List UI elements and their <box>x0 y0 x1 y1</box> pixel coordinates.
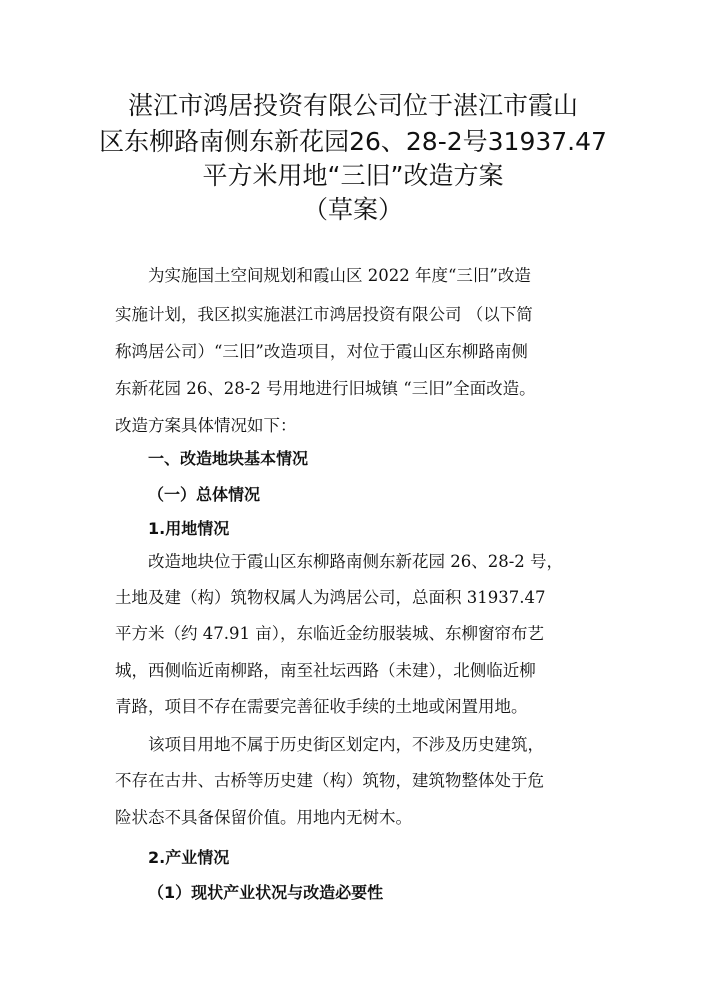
para2-line-2: 不存在古井、古桥等历史建（构）筑物，建筑物整体处于危 <box>115 771 544 790</box>
document-title-line-3: 平方米用地“三旧”改造方案 <box>202 161 504 190</box>
para1-line-2: 土地及建（构）筑物权属人为鸿居公司，总面积 31937.47 <box>115 588 546 607</box>
intro-line-2: 实施计划，我区拟实施湛江市鸿居投资有限公司 （以下简 <box>115 305 533 324</box>
document-title-draft-label: （草案） <box>302 195 403 224</box>
section-heading-5: （1）现状产业状况与改造必要性 <box>148 883 384 902</box>
para2-line-1: 该项目用地不属于历史街区划定内，不涉及历史建筑， <box>148 735 544 754</box>
document-title-line-1: 湛江市鸿居投资有限公司位于湛江市霞山 <box>127 91 578 120</box>
section-heading-1: 一、改造地块基本情况 <box>148 449 309 468</box>
para1-line-4: 城，西侧临近南柳路，南至社坛西路（未建），北侧临近柳 <box>115 661 536 680</box>
intro-line-4: 东新花园 26、28-2 号用地进行旧城镇 “三旧”全面改造。 <box>115 379 536 398</box>
document-title-line-2: 区东柳路南侧东新花园26、28-2号31937.47 <box>99 127 607 156</box>
section-heading-4: 2.产业情况 <box>148 848 230 867</box>
intro-line-3: 称鸿居公司）“三旧”改造项目，对位于霞山区东柳路南侧 <box>115 342 528 361</box>
para1-line-3: 平方米（约 47.91 亩），东临近金纺服装城、东柳窗帘布艺 <box>115 624 544 643</box>
section-heading-2: （一）总体情况 <box>148 485 261 504</box>
para1-line-5: 青路，项目不存在需要完善征收手续的土地或闲置用地。 <box>115 697 528 716</box>
section-heading-3: 1.用地情况 <box>148 519 230 538</box>
intro-line-5: 改造方案具体情况如下： <box>115 416 297 435</box>
para1-line-1: 改造地块位于霞山区东柳路南侧东新花园 26、28-2 号， <box>148 552 564 571</box>
para2-line-3: 险状态不具备保留价值。用地内无树木。 <box>115 808 412 827</box>
intro-line-1: 为实施国土空间规划和霞山区 2022 年度“三旧”改造 <box>148 266 531 285</box>
